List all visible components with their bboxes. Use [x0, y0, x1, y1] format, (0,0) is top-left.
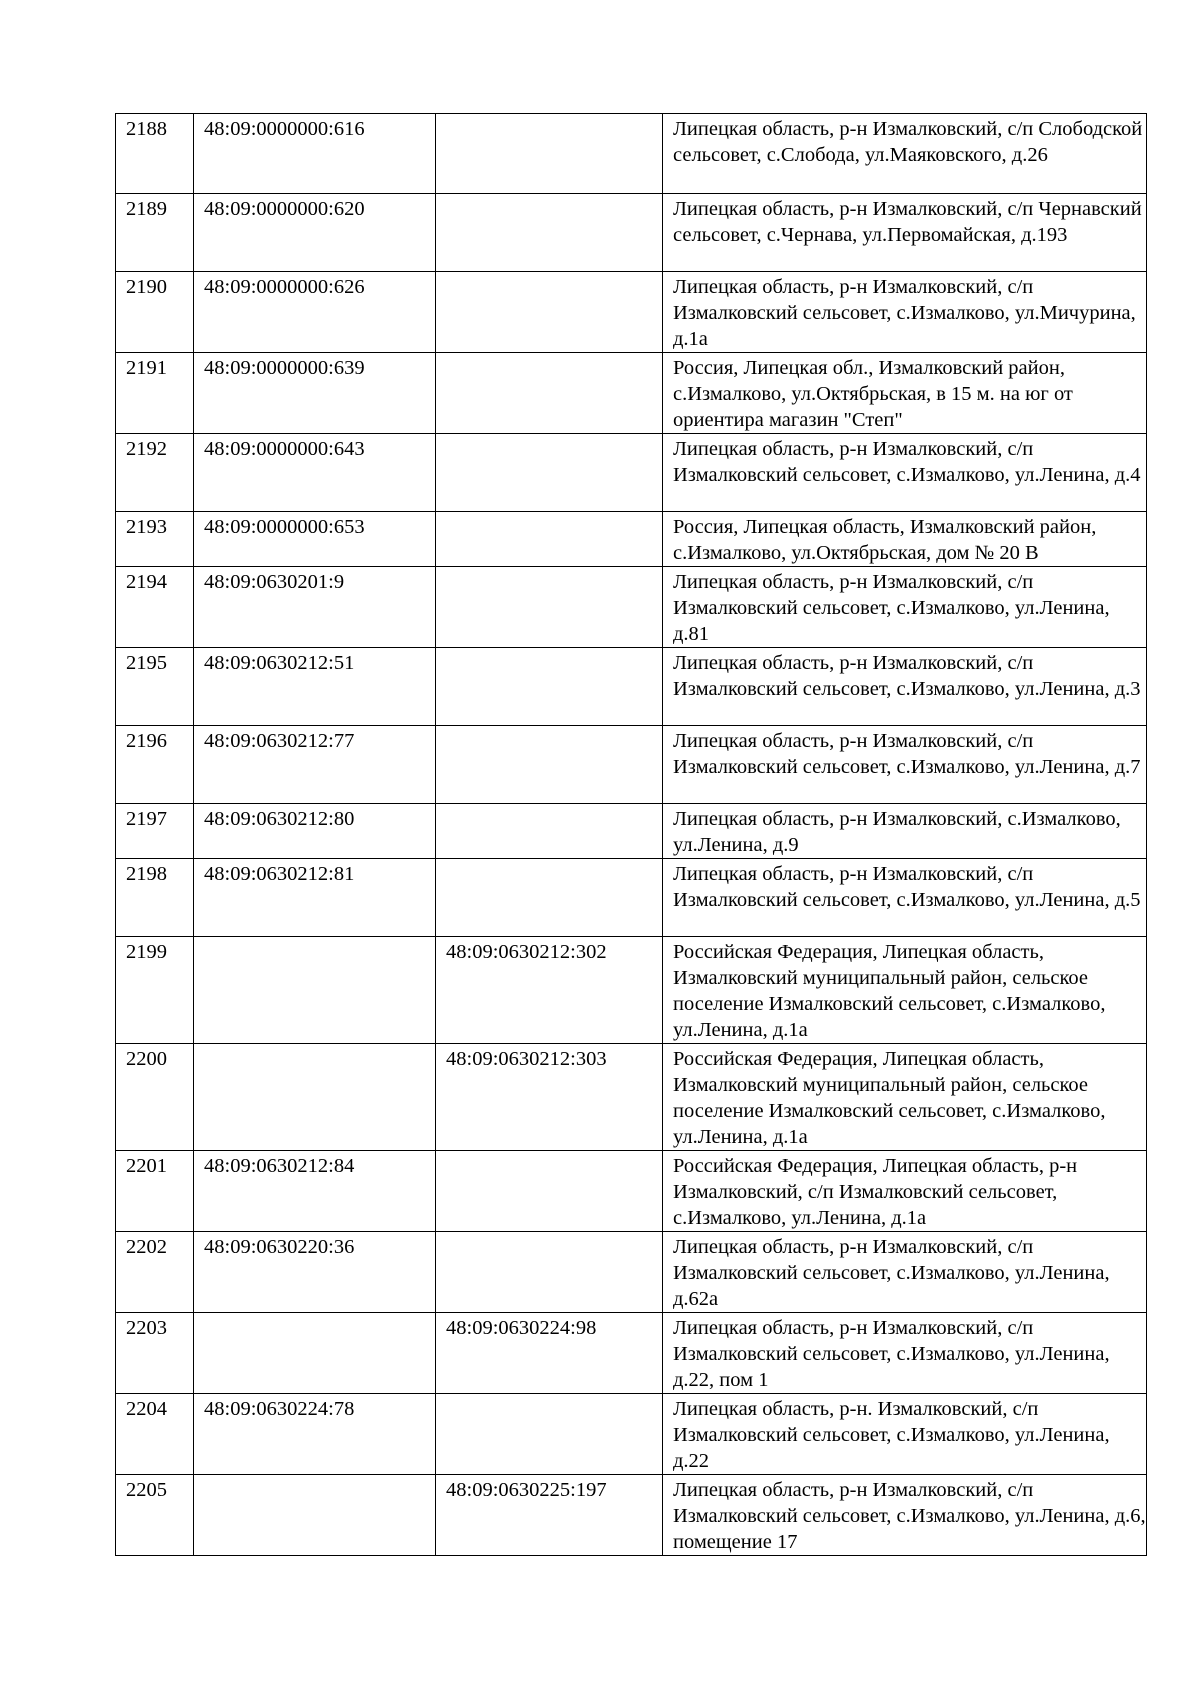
address-cell: Липецкая область, р-н Измалковский, с/п Измалковский сельсовет, с.Измалково, ул.Ленина, д.81 — [663, 567, 1147, 648]
cadastral-number-alt — [436, 648, 663, 726]
address-cell: Российская Федерация, Липецкая область, р-н Измалковский, с/п Измалковский сельсовет, с.Измалково, ул.Ленина, д.1а — [663, 1151, 1147, 1232]
table-row — [116, 353, 1147, 434]
row-number: 2202 — [116, 1232, 194, 1313]
address-cell: Липецкая область, р-н Измалковский, с/п Измалковский сельсовет, с.Измалково, ул.Ленина, д.6, помещение 17 — [663, 1475, 1147, 1556]
cadastral-number-alt: 48:09:0630212:302 — [436, 937, 663, 1044]
address-cell: Липецкая область, р-н Измалковский, с/п Измалковский сельсовет, с.Измалково, ул.Ленина, д.62а — [663, 1232, 1147, 1313]
row-number: 2196 — [116, 726, 194, 804]
registry-table — [115, 113, 1147, 1556]
table-row — [116, 804, 1147, 859]
row-number: 2190 — [116, 272, 194, 353]
cadastral-number: 48:09:0630201:9 — [194, 567, 436, 648]
address-cell: Российская Федерация, Липецкая область, Измалковский муниципальный район, сельское поселение Измалковский сельсовет, с.Измалково, ул.Ленина, д.1а — [663, 937, 1147, 1044]
row-number: 2195 — [116, 648, 194, 726]
row-number: 2203 — [116, 1313, 194, 1394]
table-row — [116, 567, 1147, 648]
cadastral-number: 48:09:0630212:81 — [194, 859, 436, 937]
table-row — [116, 512, 1147, 567]
table-row — [116, 194, 1147, 272]
row-number: 2200 — [116, 1044, 194, 1151]
cadastral-number-alt — [436, 859, 663, 937]
cadastral-number: 48:09:0630212:84 — [194, 1151, 436, 1232]
cadastral-number: 48:09:0000000:616 — [194, 114, 436, 194]
address-cell: Липецкая область, р-н Измалковский, с/п Измалковский сельсовет, с.Измалково, ул.Ленина, д.5 — [663, 859, 1147, 937]
cadastral-number: 48:09:0630212:51 — [194, 648, 436, 726]
address-cell: Россия, Липецкая обл., Измалковский район, с.Измалково, ул.Октябрьская, в 15 м. на юг от ориентира магазин "Степ" — [663, 353, 1147, 434]
cadastral-number-alt — [436, 114, 663, 194]
row-number: 2204 — [116, 1394, 194, 1475]
registry-table-body — [116, 114, 1147, 1556]
cadastral-number: 48:09:0000000:639 — [194, 353, 436, 434]
table-row — [116, 434, 1147, 512]
cadastral-number-alt — [436, 272, 663, 353]
cadastral-number-alt — [436, 434, 663, 512]
row-number: 2188 — [116, 114, 194, 194]
row-number: 2199 — [116, 937, 194, 1044]
table-row — [116, 648, 1147, 726]
cadastral-number: 48:09:0630212:80 — [194, 804, 436, 859]
table-row — [116, 1313, 1147, 1394]
cadastral-number-alt: 48:09:0630212:303 — [436, 1044, 663, 1151]
address-cell: Липецкая область, р-н Измалковский, с/п Чернавский сельсовет, с.Чернава, ул.Первомайская, д.193 — [663, 194, 1147, 272]
table-row — [116, 1394, 1147, 1475]
table-row — [116, 1151, 1147, 1232]
row-number: 2194 — [116, 567, 194, 648]
table-row — [116, 937, 1147, 1044]
cadastral-number-alt — [436, 1151, 663, 1232]
cadastral-number-alt — [436, 804, 663, 859]
cadastral-number: 48:09:0000000:643 — [194, 434, 436, 512]
cadastral-number-alt — [436, 726, 663, 804]
cadastral-number-alt: 48:09:0630225:197 — [436, 1475, 663, 1556]
cadastral-number: 48:09:0000000:653 — [194, 512, 436, 567]
row-number: 2191 — [116, 353, 194, 434]
address-cell: Россия, Липецкая область, Измалковский район, с.Измалково, ул.Октябрьская, дом № 20 В — [663, 512, 1147, 567]
table-row — [116, 1044, 1147, 1151]
address-cell: Липецкая область, р-н. Измалковский, с/п Измалковский сельсовет, с.Измалково, ул.Ленина, д.22 — [663, 1394, 1147, 1475]
row-number: 2197 — [116, 804, 194, 859]
table-row — [116, 272, 1147, 353]
cadastral-number-alt — [436, 194, 663, 272]
cadastral-number-alt — [436, 353, 663, 434]
cadastral-number: 48:09:0000000:620 — [194, 194, 436, 272]
address-cell: Липецкая область, р-н Измалковский, с.Измалково, ул.Ленина, д.9 — [663, 804, 1147, 859]
address-cell: Липецкая область, р-н Измалковский, с/п Измалковский сельсовет, с.Измалково, ул.Ленина, д.7 — [663, 726, 1147, 804]
table-row — [116, 1475, 1147, 1556]
address-cell: Липецкая область, р-н Измалковский, с/п Измалковский сельсовет, с.Измалково, ул.Мичурина, д.1а — [663, 272, 1147, 353]
address-cell: Липецкая область, р-н Измалковский, с/п Измалковский сельсовет, с.Измалково, ул.Ленина, д.3 — [663, 648, 1147, 726]
address-cell: Липецкая область, р-н Измалковский, с/п Измалковский сельсовет, с.Измалково, ул.Ленина, д.22, пом 1 — [663, 1313, 1147, 1394]
cadastral-number-alt: 48:09:0630224:98 — [436, 1313, 663, 1394]
cadastral-number — [194, 937, 436, 1044]
cadastral-number-alt — [436, 512, 663, 567]
cadastral-number-alt — [436, 567, 663, 648]
row-number: 2193 — [116, 512, 194, 567]
cadastral-number — [194, 1475, 436, 1556]
table-row — [116, 114, 1147, 194]
table-row — [116, 859, 1147, 937]
row-number: 2198 — [116, 859, 194, 937]
address-cell: Липецкая область, р-н Измалковский, с/п Слободской сельсовет, с.Слобода, ул.Маяковского, д.26 — [663, 114, 1147, 194]
table-row — [116, 726, 1147, 804]
cadastral-number: 48:09:0000000:626 — [194, 272, 436, 353]
row-number: 2201 — [116, 1151, 194, 1232]
table-row — [116, 1232, 1147, 1313]
cadastral-number-alt — [436, 1232, 663, 1313]
cadastral-number-alt — [436, 1394, 663, 1475]
row-number: 2205 — [116, 1475, 194, 1556]
address-cell: Липецкая область, р-н Измалковский, с/п Измалковский сельсовет, с.Измалково, ул.Ленина, д.4 — [663, 434, 1147, 512]
cadastral-number — [194, 1313, 436, 1394]
cadastral-number — [194, 1044, 436, 1151]
cadastral-number: 48:09:0630224:78 — [194, 1394, 436, 1475]
cadastral-number: 48:09:0630212:77 — [194, 726, 436, 804]
row-number: 2189 — [116, 194, 194, 272]
cadastral-number: 48:09:0630220:36 — [194, 1232, 436, 1313]
address-cell: Российская Федерация, Липецкая область, Измалковский муниципальный район, сельское поселение Измалковский сельсовет, с.Измалково, ул.Ленина, д.1а — [663, 1044, 1147, 1151]
row-number: 2192 — [116, 434, 194, 512]
